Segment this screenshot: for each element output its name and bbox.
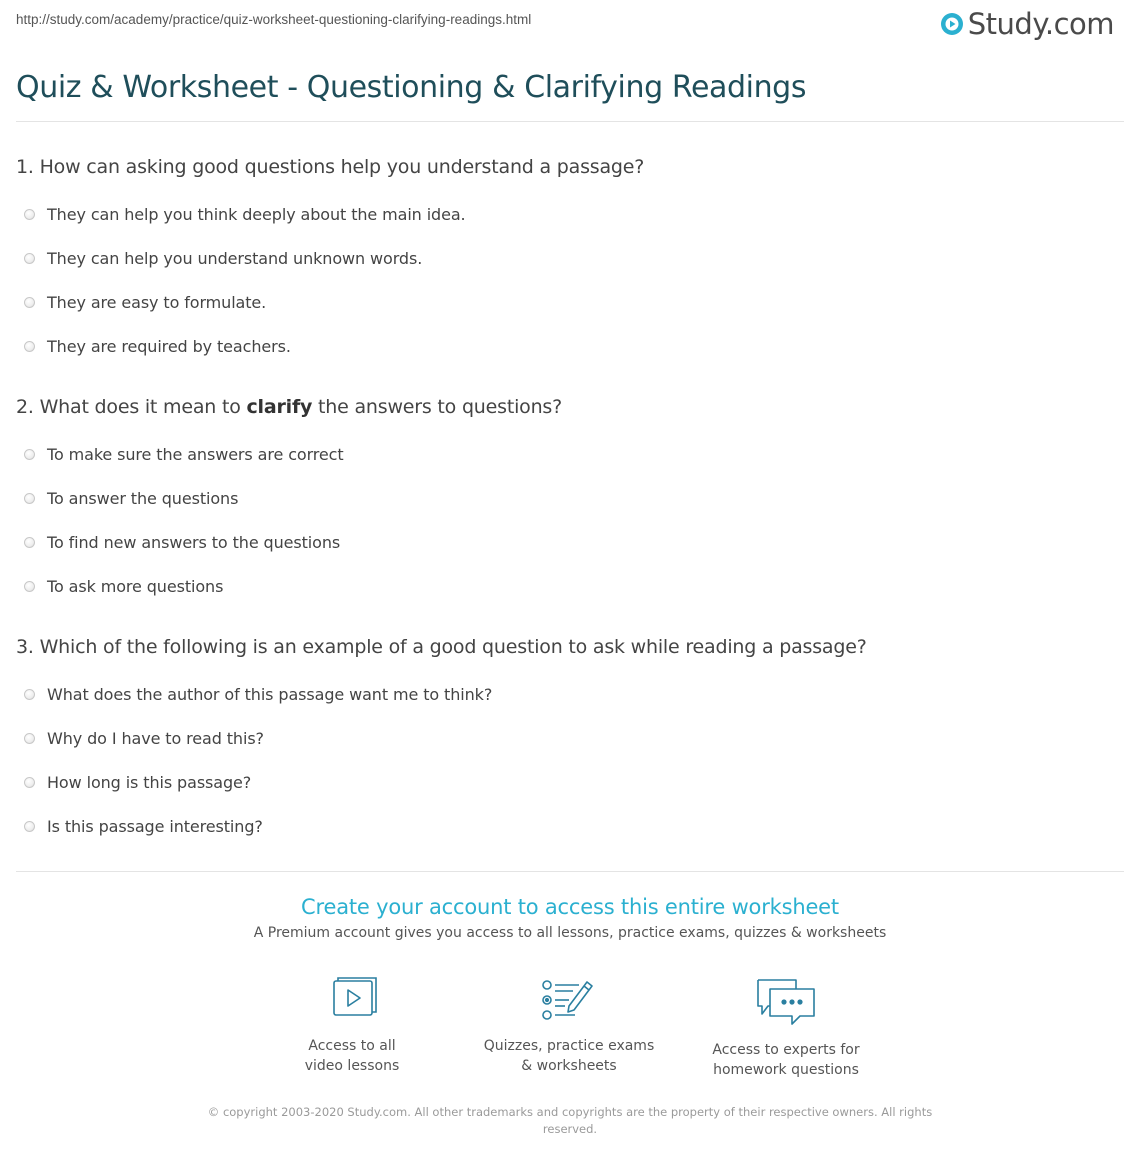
answer-option[interactable] (16, 804, 1124, 848)
expert-chat-icon (754, 976, 818, 1028)
answer-options (16, 192, 1124, 368)
premium-description: A Premium account gives you access to all lessons, practice exams, quizzes & worksheets (253, 925, 887, 941)
study-logo[interactable] (940, 6, 1114, 42)
radio-button[interactable] (24, 581, 35, 592)
video-lessons-icon (324, 976, 380, 1024)
answer-option[interactable] (16, 672, 1124, 716)
option-label: To answer the questions (47, 488, 239, 508)
radio-button[interactable] (24, 253, 35, 264)
answer-option[interactable] (16, 476, 1124, 520)
answer-option[interactable] (16, 520, 1124, 564)
answer-option[interactable] (16, 760, 1124, 804)
answer-option[interactable] (16, 716, 1124, 760)
question-2 (16, 394, 1124, 608)
answer-option[interactable] (16, 432, 1124, 476)
option-label: To find new answers to the questions (47, 532, 341, 552)
create-account-link[interactable]: Create your account to access this entire worksheet (301, 895, 839, 919)
question-emphasis: clarify (246, 396, 313, 418)
cta-divider (16, 871, 1124, 872)
radio-button[interactable] (24, 341, 35, 352)
answer-options (16, 672, 1124, 848)
radio-button[interactable] (24, 733, 35, 744)
question-number: 2. (16, 396, 34, 418)
play-logo-icon (940, 12, 964, 36)
answer-option[interactable] (16, 236, 1124, 280)
answer-options (16, 432, 1124, 608)
option-label: Why do I have to read this? (47, 728, 264, 748)
option-label: They can help you think deeply about the main idea. (47, 204, 466, 224)
feature-label: Access to experts for homework questions (712, 1042, 860, 1078)
radio-button[interactable] (24, 449, 35, 460)
answer-option[interactable] (16, 280, 1124, 324)
quiz-checklist-icon (539, 976, 599, 1024)
answer-option[interactable] (16, 324, 1124, 368)
radio-button[interactable] (24, 821, 35, 832)
option-label: How long is this passage? (47, 772, 252, 792)
question-number: 3. (16, 636, 34, 658)
signup-cta (0, 895, 1140, 941)
option-label: They are required by teachers. (47, 336, 291, 356)
feature-label: Access to all video lessons (304, 1038, 400, 1074)
feature-experts (676, 976, 896, 1080)
option-label: They are easy to formulate. (47, 292, 267, 312)
question-prompt: How can asking good questions help you understand a passage? (39, 156, 645, 178)
radio-button[interactable] (24, 537, 35, 548)
question-prompt: Which of the following is an example of a good question to ask while reading a passage? (39, 636, 867, 658)
radio-button[interactable] (24, 297, 35, 308)
radio-button[interactable] (24, 209, 35, 220)
question-prompt-end: the answers to questions? (318, 396, 563, 418)
question-1-text (16, 154, 1124, 180)
logo-text: Study.com (967, 7, 1114, 41)
answer-option[interactable] (16, 192, 1124, 236)
title-divider (16, 121, 1124, 122)
question-3-text (16, 634, 1124, 660)
page-url: http://study.com/academy/practice/quiz-worksheet-questioning-clarifying-readings.html (16, 12, 532, 27)
question-3 (16, 634, 1124, 848)
option-label: Is this passage interesting? (47, 816, 263, 836)
option-label: They can help you understand unknown words. (47, 248, 423, 268)
feature-quizzes (459, 976, 679, 1076)
option-label: To ask more questions (47, 576, 224, 596)
option-label: To make sure the answers are correct (47, 444, 344, 464)
question-prompt-start: What does it mean to (39, 396, 241, 418)
radio-button[interactable] (24, 493, 35, 504)
option-label: What does the author of this passage want me to think? (47, 684, 493, 704)
answer-option[interactable] (16, 564, 1124, 608)
radio-button[interactable] (24, 689, 35, 700)
page-title: Quiz & Worksheet - Questioning & Clarifying Readings (16, 70, 807, 105)
question-2-text (16, 394, 1124, 420)
feature-label: Quizzes, practice exams & worksheets (483, 1038, 655, 1074)
radio-button[interactable] (24, 777, 35, 788)
feature-video-lessons (242, 976, 462, 1076)
question-number: 1. (16, 156, 34, 178)
copyright-notice: © copyright 2003-2020 Study.com. All other trademarks and copyrights are the property of their respective owners. All rights reserved. (207, 1105, 933, 1136)
question-1 (16, 154, 1124, 368)
